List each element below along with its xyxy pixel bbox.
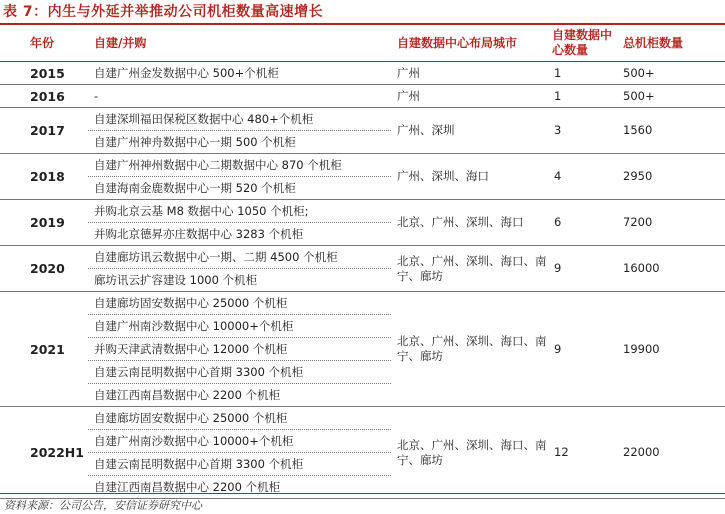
count-cell: 4	[548, 154, 617, 200]
count-cell: 6	[548, 200, 617, 246]
year-cell: 2015	[0, 62, 88, 85]
cities-cell: 广州	[391, 85, 548, 108]
method-cell: 自建江西南昌数据中心 2200 个机柜	[88, 476, 391, 499]
cities-cell: 北京、广州、深圳、海口	[391, 200, 548, 246]
table-row	[0, 246, 725, 269]
method-cell: 并购天津武清数据中心 12000 个机柜	[88, 338, 391, 361]
header-cabinets: 总机柜数量	[617, 25, 725, 62]
cabinets-cell: 1560	[617, 108, 725, 154]
table-row	[0, 154, 725, 177]
method-cell: 自建广州金发数据中心 500+个机柜	[88, 62, 391, 85]
cabinets-cell: 19900	[617, 292, 725, 407]
header-year: 年份	[0, 25, 88, 62]
table-row	[0, 407, 725, 430]
count-cell: 12	[548, 407, 617, 499]
cabinets-cell: 500+	[617, 85, 725, 108]
method-cell: 自建广州神州数据中心二期数据中心 870 个机柜	[88, 154, 391, 177]
cabinets-cell: 7200	[617, 200, 725, 246]
method-cell: 自建云南昆明数据中心首期 3300 个机柜	[88, 361, 391, 384]
year-cell: 2020	[0, 246, 88, 292]
method-cell: 自建广州神舟数据中心一期 500 个机柜	[88, 131, 391, 154]
source-note: 资料来源：公司公告，安信证券研究中心	[4, 499, 202, 512]
table-row	[0, 108, 725, 131]
table-title: 表 7：内生与外延并举推动公司机柜数量高速增长	[3, 4, 324, 20]
year-cell: 2018	[0, 154, 88, 200]
cities-cell: 北京、广州、深圳、海口、南宁、廊坊	[391, 407, 548, 499]
cities-cell: 广州	[391, 62, 548, 85]
bottom-rule	[0, 493, 725, 494]
count-cell: 1	[548, 62, 617, 85]
cities-cell: 北京、广州、深圳、海口、南宁、廊坊	[391, 246, 548, 292]
header-row	[0, 25, 725, 62]
cities-cell: 广州、深圳、海口	[391, 154, 548, 200]
method-cell: 自建江西南昌数据中心 2200 个机柜	[88, 384, 391, 407]
method-cell: 自建云南昆明数据中心首期 3300 个机柜	[88, 453, 391, 476]
cabinets-cell: 500+	[617, 62, 725, 85]
cabinets-cell: 22000	[617, 407, 725, 499]
method-cell: -	[88, 85, 391, 108]
header-count: 自建数据中心数量	[548, 25, 617, 62]
table-row	[0, 200, 725, 223]
count-cell: 9	[548, 292, 617, 407]
cities-cell: 广州、深圳	[391, 108, 548, 154]
method-cell: 廊坊讯云扩容建设 1000 个机柜	[88, 269, 391, 292]
count-cell: 9	[548, 246, 617, 292]
cabinets-cell: 2950	[617, 154, 725, 200]
method-cell: 自建深圳福田保税区数据中心 480+个机柜	[88, 108, 391, 131]
method-cell: 自建廊坊固安数据中心 25000 个机柜	[88, 292, 391, 315]
year-cell: 2021	[0, 292, 88, 407]
method-cell: 自建海南金鹿数据中心一期 520 个机柜	[88, 177, 391, 200]
year-cell: 2019	[0, 200, 88, 246]
method-cell: 自建广州南沙数据中心 10000+个机柜	[88, 315, 391, 338]
year-cell: 2022H1	[0, 407, 88, 499]
table-row	[0, 62, 725, 85]
method-cell: 并购北京云基 M8 数据中心 1050 个机柜;	[88, 200, 391, 223]
cities-cell: 北京、广州、深圳、海口、南宁、廊坊	[391, 292, 548, 407]
method-cell: 并购北京德昇亦庄数据中心 3283 个机柜	[88, 223, 391, 246]
data-table	[0, 25, 725, 499]
method-cell: 自建廊坊固安数据中心 25000 个机柜	[88, 407, 391, 430]
table-body	[0, 62, 725, 499]
method-cell: 自建广州南沙数据中心 10000+个机柜	[88, 430, 391, 453]
header-method: 自建/并购	[88, 25, 391, 62]
count-cell: 1	[548, 85, 617, 108]
cabinets-cell: 16000	[617, 246, 725, 292]
year-cell: 2017	[0, 108, 88, 154]
method-cell: 自建廊坊讯云数据中心一期、二期 4500 个机柜	[88, 246, 391, 269]
table-row	[0, 292, 725, 315]
count-cell: 3	[548, 108, 617, 154]
year-cell: 2016	[0, 85, 88, 108]
table-row	[0, 85, 725, 108]
header-cities: 自建数据中心布局城市	[391, 25, 548, 62]
